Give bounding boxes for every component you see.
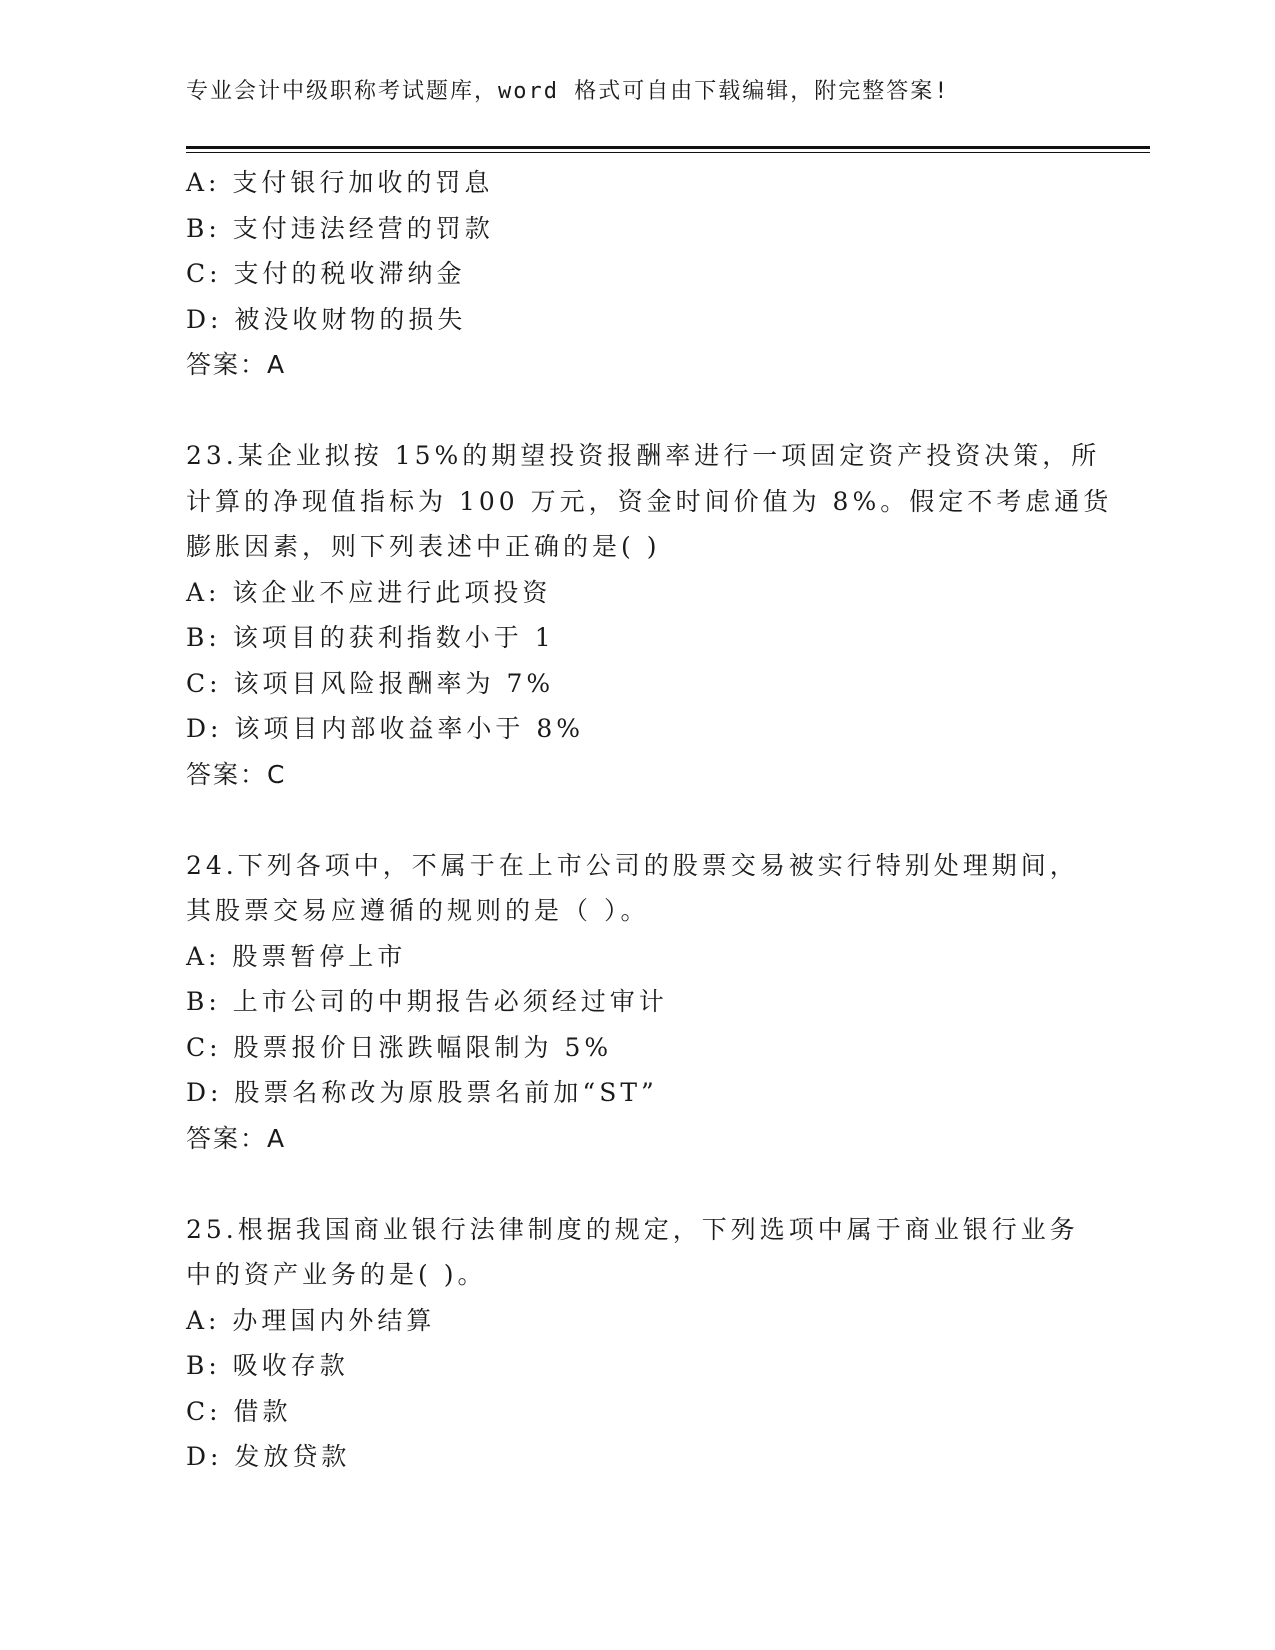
option-a: A: 该企业不应进行此项投资 [186,577,552,607]
spacer [186,797,1066,843]
header-rule-thin [186,152,1150,153]
option-b: B: 上市公司的中期报告必须经过审计 [186,987,668,1016]
option-c: C: 支付的税收滞纳金 [186,259,466,288]
question-stem-line: 23.某企业拟按 15%的期望投资报酬率进行一项固定资产投资决策，所 [186,441,1101,470]
header-rule-thick [186,146,1150,149]
option-a: A: 支付银行加收的罚息 [186,168,494,197]
question-24 [186,843,1079,1162]
question-23 [186,433,1113,797]
spacer [186,388,1066,434]
option-b: B: 该项目的获利指数小于 1 [186,623,555,652]
option-c: C: 股票报价日涨跌幅限制为 5% [186,1032,613,1062]
question-22 [186,160,1066,388]
question-stem-line: 25.根据我国商业银行法律制度的规定，下列选项中属于商业银行业务 [186,1214,1079,1244]
option-b: B: 支付违法经营的罚款 [186,213,494,243]
spacer [186,1161,1066,1207]
question-stem-line: 中的资产业务的是( )。 [186,1260,487,1289]
question-stem-line: 计算的净现值指标为 100 万元，资金时间价值为 8%。假定不考虑通货 [186,486,1113,516]
question-stem-line: 其股票交易应遵循的规则的是（ ）。 [186,896,650,925]
question-stem-line: 膨胀因素，则下列表述中正确的是( ) [186,532,661,561]
question-list [186,160,1113,1480]
header-note: 专业会计中级职称考试题库，word 格式可自由下载编辑，附完整答案! [186,79,950,104]
option-c: C: 该项目风险报酬率为 7% [186,668,555,698]
answer-line: 答案：A [186,350,287,379]
option-d: D: 被没收财物的损失 [186,304,467,334]
option-b: B: 吸收存款 [186,1351,349,1380]
option-d: D: 该项目内部收益率小于 8% [186,714,585,743]
option-c: C: 借款 [186,1396,292,1426]
option-a: A: 股票暂停上市 [186,941,407,971]
option-d: D: 发放贷款 [186,1442,351,1471]
answer-line: 答案：A [186,1123,287,1153]
answer-line: 答案：C [186,759,287,789]
option-d: D: 股票名称改为原股票名前加“ST” [186,1078,658,1107]
question-25 [186,1207,1079,1480]
option-a: A: 办理国内外结算 [186,1305,436,1335]
question-stem-line: 24.下列各项中，不属于在上市公司的股票交易被实行特别处理期间， [186,850,1079,880]
